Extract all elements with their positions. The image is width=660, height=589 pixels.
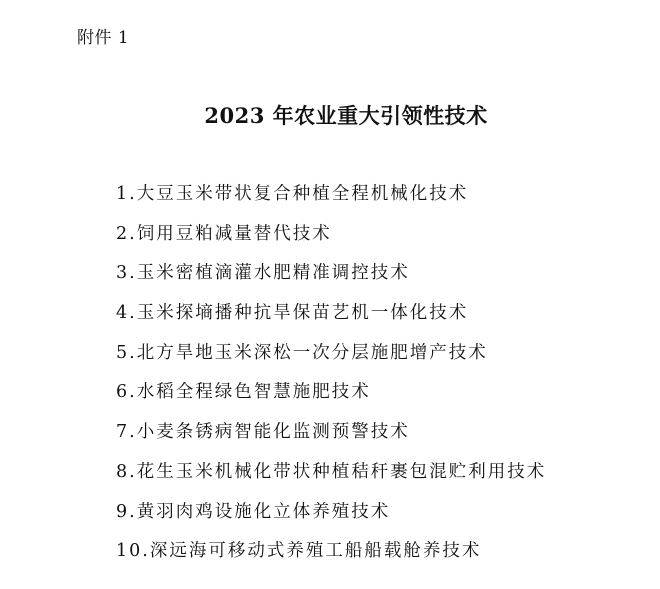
technology-item: 4.玉米探墒播种抗旱保苗艺机一体化技术 (116, 303, 469, 324)
technology-item: 3.玉米密植滴灌水肥精准调控技术 (116, 263, 410, 284)
technology-item: 9.黄羽肉鸡设施化立体养殖技术 (116, 501, 391, 522)
technology-item: 7.小麦条锈病智能化监测预警技术 (116, 422, 410, 443)
technology-list (116, 180, 546, 577)
technology-item: 2.饲用豆粕减量替代技术 (116, 223, 332, 244)
technology-item: 6.水稻全程绿色智慧施肥技术 (116, 382, 371, 403)
technology-item: 1.大豆玉米带状复合种植全程机械化技术 (116, 184, 469, 204)
attachment-label: 附件 1 (77, 28, 130, 48)
technology-item: 5.北方旱地玉米深松一次分层施肥增产技术 (116, 342, 488, 363)
technology-item: 8.花生玉米机械化带状种植秸秆裹包混贮利用技术 (116, 461, 547, 482)
document-title: 2023 年农业重大引领性技术 (204, 103, 488, 128)
technology-item: 10.深远海可移动式养殖工船船载舱养技术 (116, 541, 482, 562)
